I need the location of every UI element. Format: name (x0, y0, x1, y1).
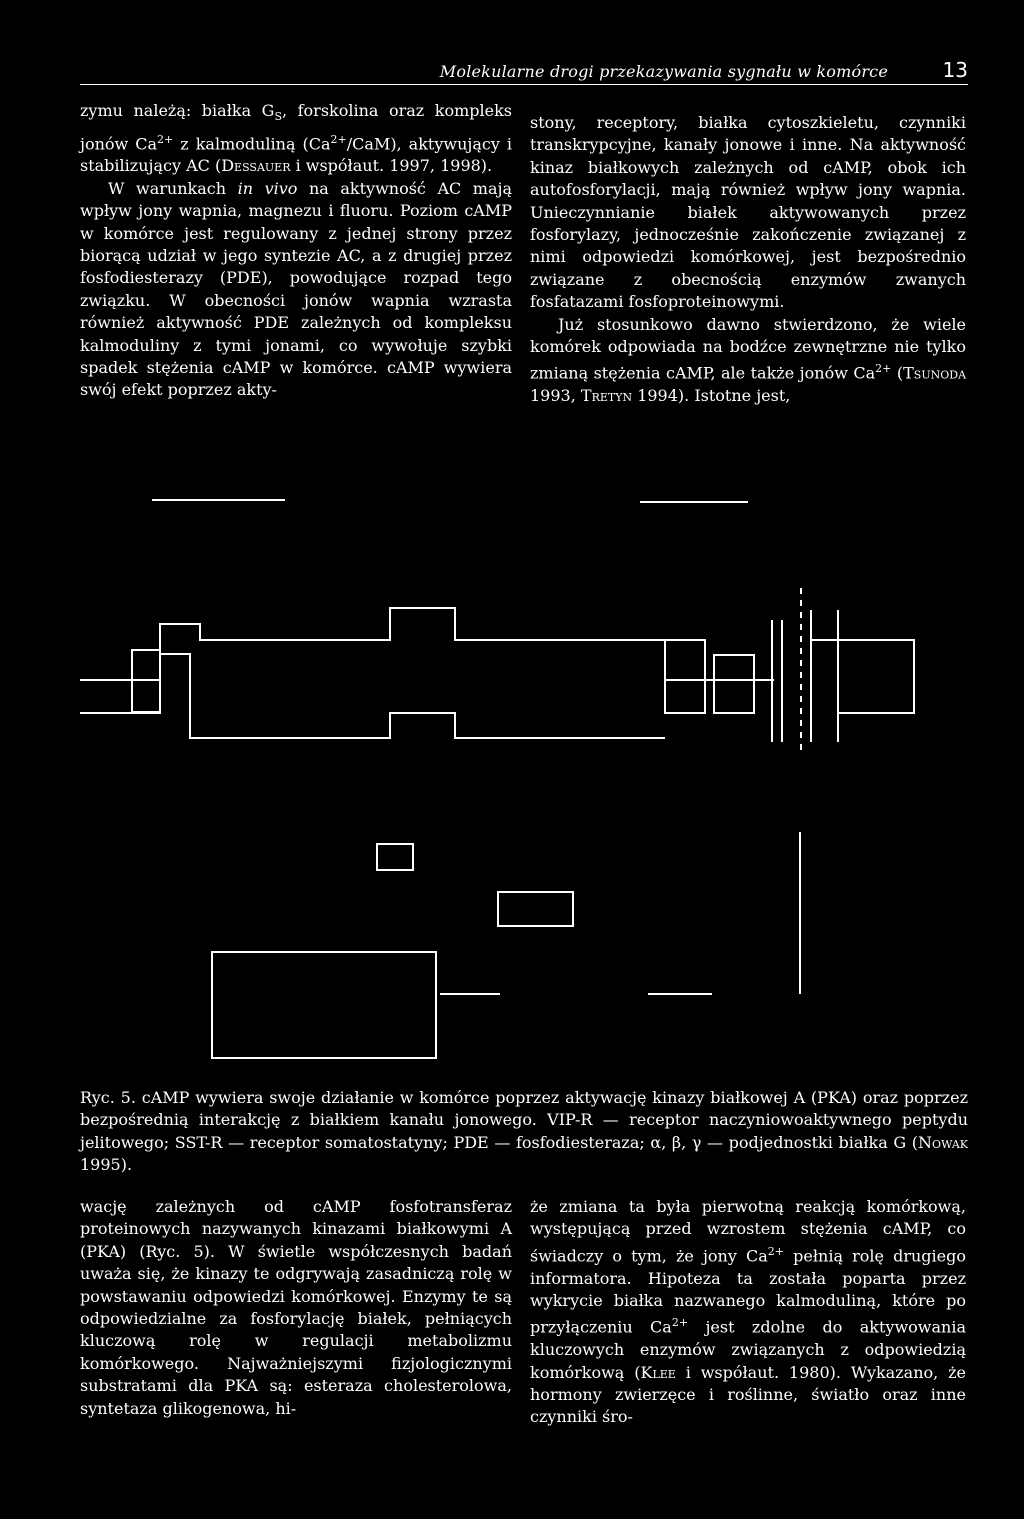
text-run: pełnią rolę drugiego informatora. Hipoteza ta została poparta przez wykrycie białka nazwanego kalmoduliną, które po przyłączeniu Ca (530, 1246, 966, 1337)
large-box (212, 952, 436, 1058)
text-run: że zmiana ta była pierwotną reakcją komórkową, występującą przed wzrostem stężenia cAMP, co świadczy o tym, że jony Ca (530, 1197, 966, 1266)
caption-text: 1995). (80, 1155, 133, 1175)
text-run: ( (891, 363, 904, 383)
text-run: 1993, (530, 386, 581, 406)
superscript: 2+ (875, 362, 892, 376)
superscript: 2+ (330, 132, 347, 146)
page-number: 13 (942, 58, 968, 82)
author-name: Nowak (918, 1132, 968, 1152)
author-name: Tsunoda (903, 363, 967, 383)
paragraph (80, 100, 512, 178)
superscript: 2+ (767, 1244, 785, 1258)
paragraph (80, 178, 512, 402)
figure-diagram (80, 480, 968, 1070)
author-name: Dessauer (221, 156, 291, 176)
small-box (498, 892, 573, 926)
text-run: i współaut. 1980). Wykazano, że hormony zwierzęce i roślinne, światło oraz inne czynniki śro- (530, 1362, 967, 1427)
membrane-left (80, 608, 774, 680)
small-box (377, 844, 413, 870)
subscript: S (274, 110, 282, 124)
text-run: zymu należą: białka G (80, 101, 275, 120)
membrane-right (811, 640, 914, 713)
paragraph (530, 314, 966, 408)
running-title: Molekularne drogi przekazywania sygnału w komórce (439, 62, 888, 81)
running-header (80, 58, 968, 85)
text-run: 1994). Istotne jest, (632, 386, 791, 406)
text-run: , forskolina oraz kompleks jonów Ca (80, 101, 513, 153)
author-name: Klee (640, 1362, 676, 1382)
text-run: jest zdolne do aktywowania kluczowych enzymów związanych z odpowiedzią komórkową ( (530, 1317, 966, 1382)
caption-text: Ryc. 5. cAMP wywiera swoje działanie w komórce poprzez aktywację kinazy białkowej A (PKA) oraz poprzez bezpośrednią interakcję z białkiem kanału jonowego. VIP-R — receptor naczyniowoaktywnego peptydu jelitowego; SST-R — receptor somatostatyny; PDE — fosfodiesteraza; α, β, γ — podjednostki białka G ( (80, 1088, 968, 1152)
receptor-box (714, 655, 754, 713)
italic-term: in vivo (237, 178, 298, 198)
text-run: na aktywność AC mają wpływ jony wapnia, magnezu i fluoru. Poziom cAMP w komórce jest regulowany z jednej strony przez biorącą udział w jego syntezie AC, a z drugiej przez fosfodiesterazy (PDE), powodujące rozpad tego związku. W obecności jonów wapnia wzrasta również aktywność PDE zależnych od kompleksu kalmoduliny z tymi jonami, co wywołuje szybki spadek stężenia cAMP w komórce. cAMP wywiera swój efekt poprzez akty- (80, 178, 513, 400)
superscript: 2+ (157, 132, 174, 146)
paragraph (530, 1196, 966, 1429)
paragraph: stony, receptory, białka cytoszkieletu, czynniki transkrypcyjne, kanały jonowe i inne. Na aktywność kinaz białkowych zależnych od cAMP, obok ich autofosforylacji, mają również wpływ jony wapnia. Unieczynnianie białek aktywowanych przez fosforylazy, jednocześnie zakończenie związanej z nimi odpowiedzi komórkowej, jest bezpośrednio związane z obecnością enzymów zwanych fosfatazami fosfoproteinowymi. (530, 113, 966, 312)
text-run: i współaut. 1997, 1998). (290, 156, 493, 176)
text-column-bottom-right (530, 1196, 966, 1436)
text-column-bottom-left (80, 1196, 512, 1436)
figure-caption (80, 1087, 968, 1177)
text-column-top-left (80, 100, 512, 440)
membrane-left-lower (80, 654, 665, 738)
paragraph: wację zależnych od cAMP fosfotransferaz proteinowych nazywanych kinazami białkowymi A (PKA) (Ryc. 5). W świetle współczesnych badań uważa się, że kinazy te odgrywają zasadniczą rolę w powstawaniu odpowiedzi komórkowej. Enzymy te są odpowiedzialne za fosforylację białek, pełniących kluczową rolę w regulacji metabolizmu komórkowego. Najważniejszymi fizjologicznymi substratami dla PKA są: esteraza cholesterolowa, syntetaza glikogenowa, hi- (80, 1197, 512, 1418)
receptor-box (665, 640, 705, 713)
text-column-top-right (530, 112, 966, 452)
text-run: /CaM), aktywujący i stabilizujący AC ( (80, 133, 513, 176)
author-name: Tretyn (580, 386, 633, 406)
text-run: Już stosunkowo dawno stwierdzono, że wiele komórek odpowiada na bodźce zewnętrzne nie tylko zmianą stężenia cAMP, ale także jonów Ca (530, 314, 966, 383)
text-run: W warunkach (108, 178, 238, 198)
text-run: z kalmoduliną (Ca (173, 133, 331, 153)
superscript: 2+ (671, 1316, 689, 1330)
